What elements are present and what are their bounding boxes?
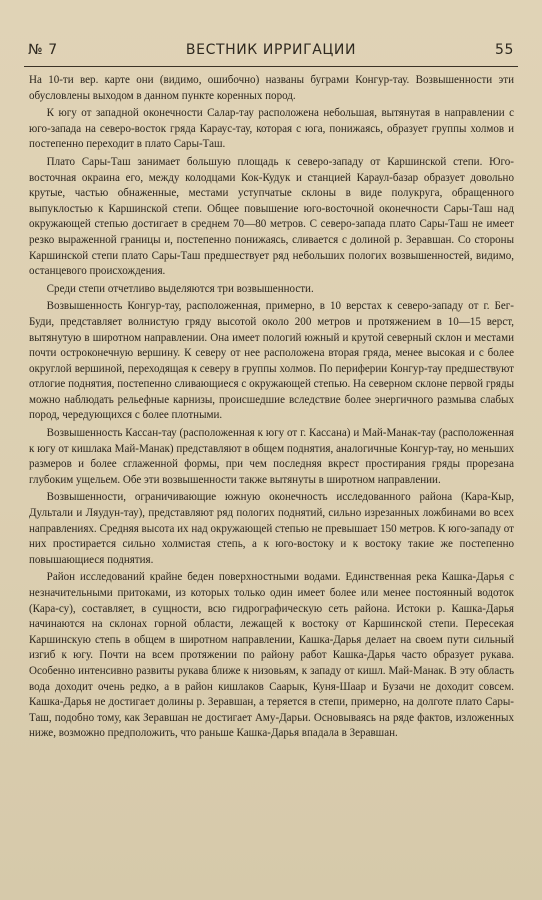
paragraph: К югу от западной оконечности Салар-тау расположена небольшая, вытянутая в направлении с юго-запада на северо-восток гряда Карауc-тау, которая с юга, понижаясь, образует группы холмов и постепенно переходит в плато Сары-Таш. <box>29 107 514 151</box>
issue-number: № 7 <box>28 42 58 58</box>
paragraph: Район исследований крайне беден поверхностными водами. Единственная река Кашка-Дарья с незначительными притоками, из которых только один имеет более или менее постоянный водоток (Кара-су), составляет, в сущности, всю гидрографическую сеть района. Истоки р. Кашка-Дарья начинаются на склонах горной области, лежащей к востоку от Каршинской степи. Пересекая Каршинскую степь в общем в широтном направлении, Кашка-Дарья делает на своем пути сильный изгиб к югу. Почти на всем протяжении по району работ Кашка-Дарья часто образует рукава. Особенно интенсивно развиты рукава ближе к низовьям, к западу от кишл. Май-Манак. В эту область вода доходит очень редко, а в район кишлаков Саарык, Куня-Шаар и Бузачи не доходит совсем. Кашка-Дарья не достигает долины р. Зеравшан, а теряется в степи, примерно, на долготе плато Сары-Таш, подобно тому, как Зеравшан не достигает Аму-Дарьи. Основываясь на ряде фактов, изложенных ниже, возможно предположить, что раньше Кашка-Дарья впадала в Зеравшан. <box>29 571 514 740</box>
article-body <box>29 73 514 744</box>
running-header <box>28 42 514 64</box>
journal-title: ВЕСТНИК ИРРИГАЦИИ <box>185 42 357 58</box>
paragraph: На 10-ти вер. карте они (видимо, ошибочно) названы буграми Конгур-тау. Возвышенности эти обусловлены выходом в данном пункте коренных пород. <box>29 74 514 102</box>
header-rule <box>24 66 518 67</box>
paragraph: Возвышенности, ограничивающие южную оконечность исследованного района (Кара-Кыр, Дультали и Ляудун-тау), представляют ряд пологих поднятий, сильно изрезанных ложбинами во всех направлениях. Средняя высота их над окружающей степью не превышает 150 метров. К юго-западу от них простирается сильно холмистая степь, а к юго-востоку и к востоку такие же постепенно повышающиеся поднятия. <box>29 491 514 566</box>
paragraph: Возвышенность Конгур-тау, расположенная, примерно, в 10 верстах к северо-западу от г. Бег-Буди, представляет волнистую гряду высотой около 200 метров и протяжением в 10—15 верст, вытянутую в широтном направлении. Она имеет пологий южный и крутой северный склон и местами почти остроконечную вершину. К северу от нее расположена вторая гряда, менее высокая и с более округлой вершиной, переходящая к северу в группы холмов. По периферии Конгур-тау предшествуют отлогие поднятия, постепенно сливающиеся с окружающей степью. На северном склоне первой гряды можно наблюдать рельефные карнизы, происшедшие вследствие более энергичного размыва слабых пород, чередующихся с более плотными. <box>29 300 514 422</box>
paragraph: Среди степи отчетливо выделяются три возвышенности. <box>46 282 314 295</box>
paragraph: Плато Сары-Таш занимает большую площадь к северо-западу от Каршинской степи. Юго-восточная окраина его, между колодцами Кок-Кудук и станцией Караул-базар образует довольно крутые, частью обнаженные, местами уступчатые склоны в виде полукруга, обращенного выпуклостью к Каршинской степи. Общее повышение юго-восточной оконечности Сары-Таш над окружающей степью достигает в среднем 70—80 метров. С северо-запада плато Сары-Таш не имеет резко выраженной границы и, постепенно понижаясь, сливается с долиной р. Зеравшан. Со стороны Каршинской степи плато Сары-Таш предшествует ряд небольших пологих возвышенностей, видимо, останцевого происхождения. <box>29 155 514 278</box>
paragraph: Возвышенность Кассан-тау (расположенная к югу от г. Кассана) и Май-Манак-тау (расположенная к югу от кишлака Май-Манак) представляют в общем поднятия, аналогичные Конгур-тау, но меньших размеров и более сглаженной формы, при чем последняя вкрест простирания гряды прорезана глубоким ущельем. Обе эти возвышенности также вытянуты в широтном направлении. <box>29 427 514 486</box>
page-number: 55 <box>494 42 514 58</box>
